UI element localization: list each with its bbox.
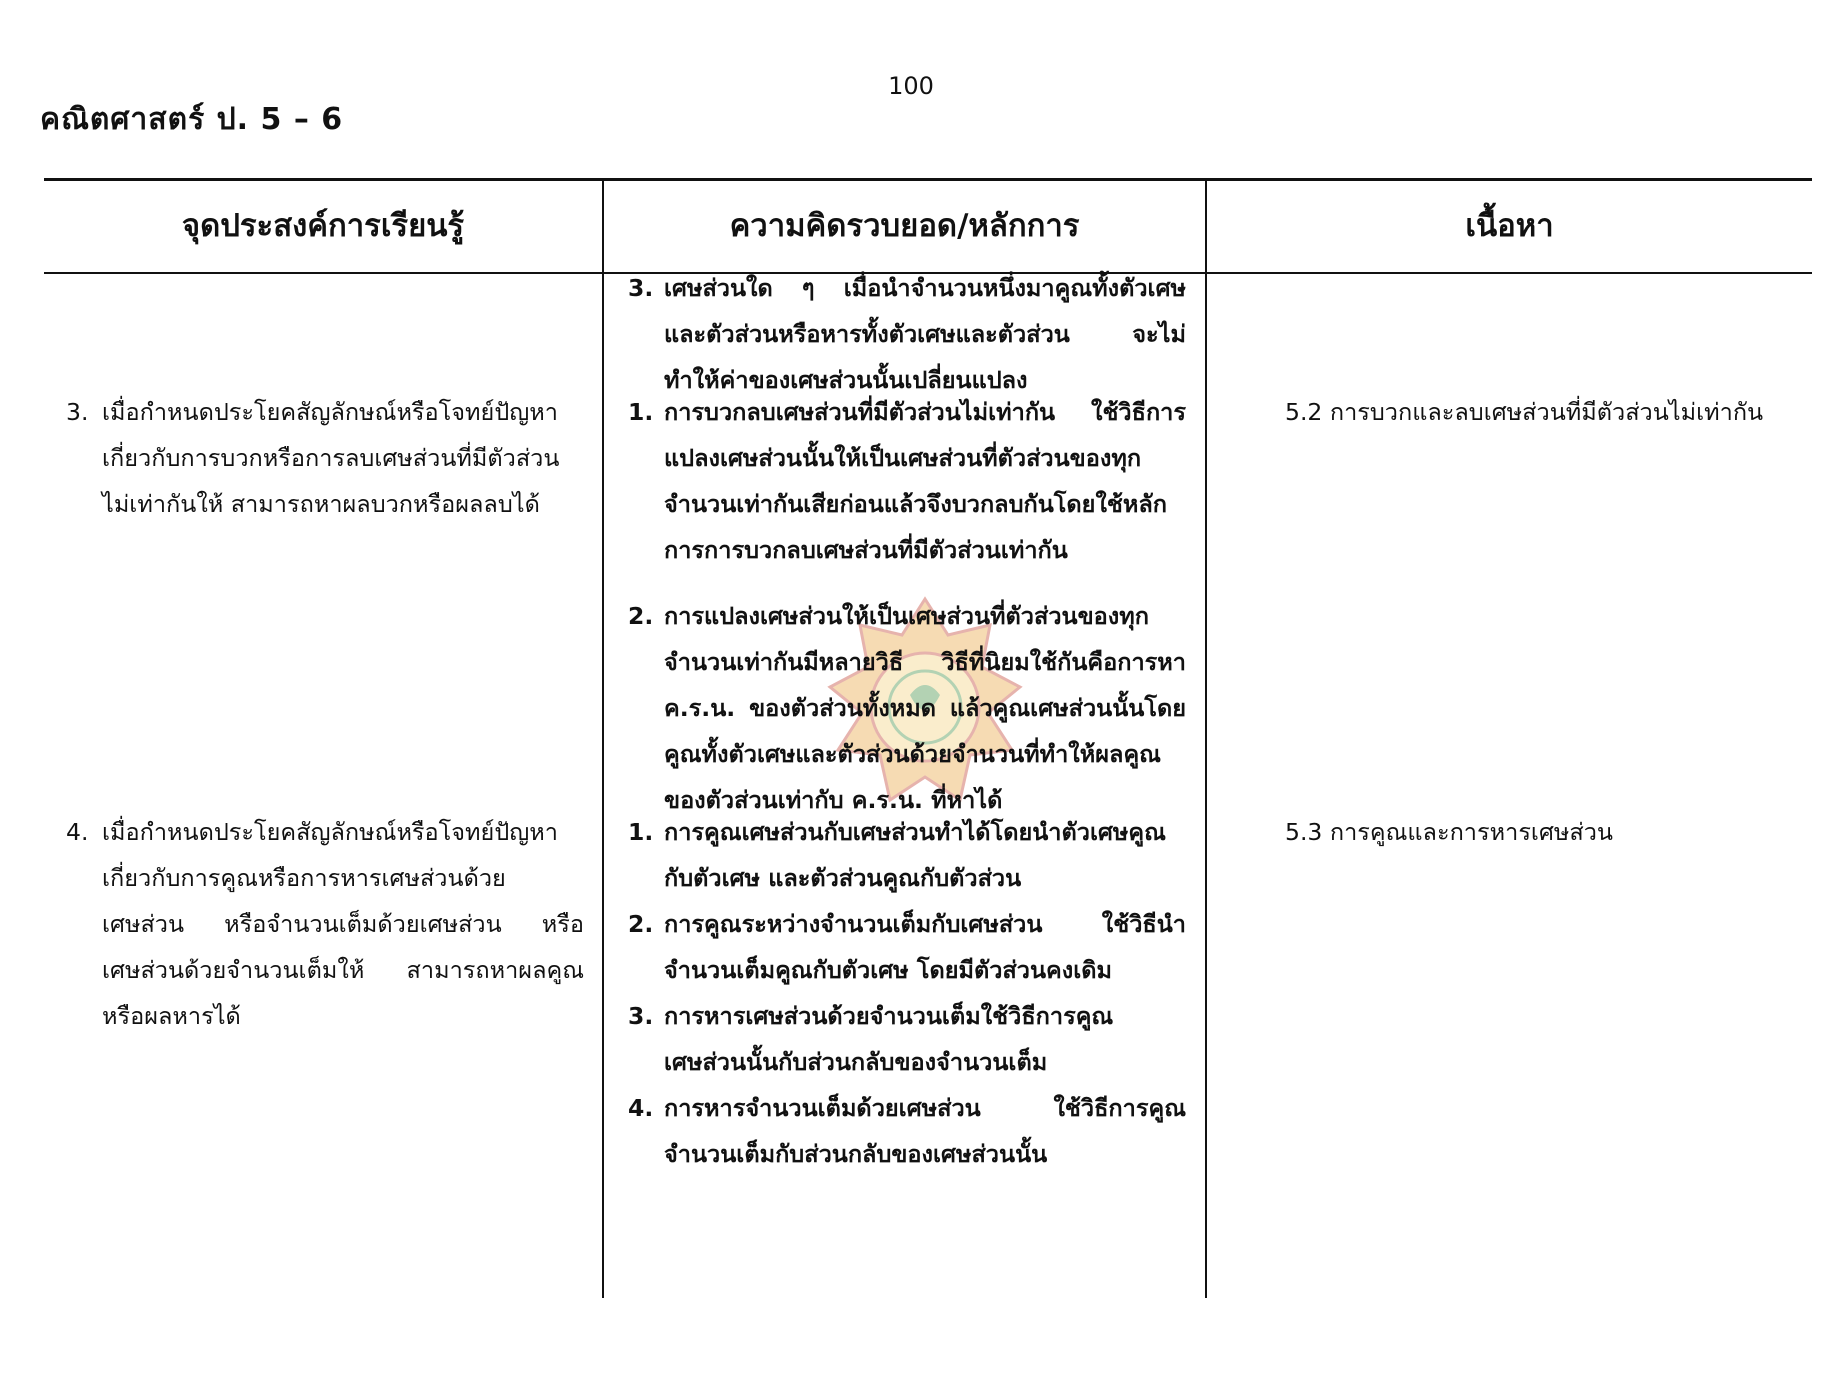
subject-title: คณิตศาสตร์ ป. 5 – 6 [40, 102, 344, 137]
objective-item [66, 809, 584, 1039]
concept-number: 4. [628, 1094, 654, 1122]
content-text: 5.2 การบวกและลบเศษส่วนที่มีตัวส่วนไม่เท่ากัน [1285, 398, 1764, 426]
concept-number: 2. [628, 602, 654, 630]
objective-number: 4. [66, 818, 89, 846]
objective-item [66, 389, 584, 527]
concept-item [628, 993, 1186, 1085]
objective-text: เมื่อกำหนดประโยคสัญลักษณ์หรือโจทย์ปัญหาเกี่ยวกับการบวกหรือการลบเศษส่วนที่มีตัวส่วนไม่เท่ากันให้ สามารถหาผลบวกหรือผลลบได้ [102, 398, 560, 518]
content-item [1285, 389, 1790, 435]
content-item [1285, 809, 1790, 855]
concept-item [628, 809, 1186, 901]
concept-text: การบวกลบเศษส่วนที่มีตัวส่วนไม่เท่ากัน ใช้วิธีการแปลงเศษส่วนนั้นให้เป็นเศษส่วนที่ตัวส่วนของทุกจำนวนเท่ากันเสียก่อนแล้วจึงบวกลบกันโดยใช้หลักการการบวกลบเศษส่วนที่มีตัวส่วนเท่ากัน [664, 398, 1186, 564]
concept-item [628, 1085, 1186, 1177]
column-divider [1205, 178, 1207, 1298]
objective-text: เมื่อกำหนดประโยคสัญลักษณ์หรือโจทย์ปัญหาเกี่ยวกับการคูณหรือการหารเศษส่วนด้วยเศษส่วน หรือจำนวนเต็มด้วยเศษส่วน หรือเศษส่วนด้วยจำนวนเต็มให้ สามารถหาผลคูณหรือผลหารได้ [102, 818, 584, 1030]
concept-number: 1. [628, 398, 654, 426]
objective-number: 3. [66, 398, 89, 426]
page-number: 100 [888, 72, 934, 100]
concept-text: การแปลงเศษส่วนให้เป็นเศษส่วนที่ตัวส่วนของทุกจำนวนเท่ากันมีหลายวิธี วิธีที่นิยมใช้กันคือการหา ค.ร.น. ของตัวส่วนทั้งหมด แล้วคูณเศษส่วนนั้นโดยคูณทั้งตัวเศษและตัวส่วนด้วยจำนวนที่ทำให้ผลคูณของตัวส่วนเท่ากับ ค.ร.น. ที่หาได้ [664, 602, 1186, 814]
concept-number: 1. [628, 818, 654, 846]
concept-item [628, 901, 1186, 993]
concept-text: การคูณเศษส่วนกับเศษส่วนทำได้โดยนำตัวเศษคูณกับตัวเศษ และตัวส่วนคูณกับตัวส่วน [664, 818, 1166, 892]
concept-number: 3. [628, 1002, 654, 1030]
concept-text: การคูณระหว่างจำนวนเต็มกับเศษส่วน ใช้วิธีนำจำนวนเต็มคูณกับตัวเศษ โดยมีตัวส่วนคงเดิม [664, 910, 1186, 984]
concept-number: 3. [628, 274, 654, 302]
column-header-contents: เนื้อหา [1465, 208, 1554, 244]
concept-item [628, 265, 1186, 403]
concept-text: เศษส่วนใด ๆ เมื่อนำจำนวนหนึ่งมาคูณทั้งตัวเศษและตัวส่วนหรือหารทั้งตัวเศษและตัวส่วน จะไม่ทำให้ค่าของเศษส่วนนั้นเปลี่ยนแปลง [664, 274, 1186, 394]
column-header-concepts: ความคิดรวบยอด/หลักการ [729, 208, 1080, 244]
column-divider [602, 178, 604, 1298]
concept-text: การหารเศษส่วนด้วยจำนวนเต็มใช้วิธีการคูณเศษส่วนนั้นกับส่วนกลับของจำนวนเต็ม [664, 1002, 1114, 1076]
column-header-objectives: จุดประสงค์การเรียนรู้ [181, 208, 465, 244]
concept-number: 2. [628, 910, 654, 938]
concept-item [628, 593, 1186, 823]
concept-item [628, 389, 1186, 573]
content-text: 5.3 การคูณและการหารเศษส่วน [1285, 818, 1613, 846]
concept-text: การหารจำนวนเต็มด้วยเศษส่วน ใช้วิธีการคูณจำนวนเต็มกับส่วนกลับของเศษส่วนนั้น [664, 1094, 1186, 1168]
